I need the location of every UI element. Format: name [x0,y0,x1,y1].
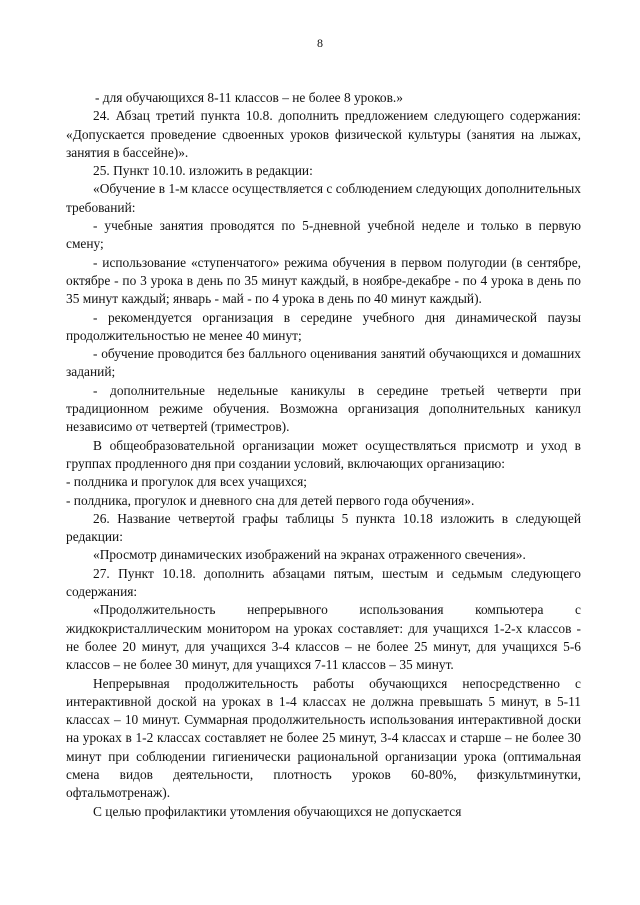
first-grade-requirements-intro: «Обучение в 1-м классе осуществляется с соблюдением следующих дополнительных требований: [66,181,581,215]
interactive-board-paragraph: Непрерывная продолжительность работы обучающихся непосредственно с интерактивной доской на уроках в 1-4 классах не должна превышать 5 минут, в 5-11 классах – 10 минут. Суммарная продолжительность использования интерактивной доски на уроках в 1-2 классах составляет не более 25 минут, 3-4 классах и старше – не более 30 минут при соблюдении гигиенически рациональной организации урока (оптимальная смена видов деятельности, плотность уроков 60-80%, физкультминутки, офтальмотренаж). [66,675,581,801]
computer-use-duration-paragraph: «Продолжительность непрерывного использования компьютера с жидкокристаллическим монитором на уроках составляет: для учащихся 1-2-х классов - не более 20 минут, для учащихся 3-4 классов – не более 25 минут, для учащихся 5-6 классов – не более 30 минут, для учащихся 7-11 классов – 35 минут. [66,602,581,673]
item-24-paragraph: 24. Абзац третий пункта 10.8. дополнить предложением следующего содержания: «Допускается проведение сдвоенных уроков физической культуры (занятия на лыжах, занятия в бассейне)». [66,108,581,160]
list-item-no-grading: - обучение проводится без балльного оценивания занятий обучающихся и домашних заданий; [66,346,581,380]
fatigue-prevention-paragraph: С целью профилактики утомления обучающихся не допускается [93,803,462,819]
list-item-five-day-week: - учебные занятия проводятся по 5-дневной учебной неделе и только в первую смену; [66,218,581,252]
list-item-snack-walks: - полдника и прогулок для всех учащихся; [66,474,307,490]
list-item-grade-8-11: - для обучающихся 8-11 классов – не более 8 уроков.» [95,90,403,105]
page-number: 8 [317,36,323,50]
extended-day-groups-paragraph: В общеобразовательной организации может осуществляться присмотр и уход в группах продленного дня при создании условий, включающих организацию: [66,437,581,471]
item-25-paragraph: 25. Пункт 10.10. изложить в редакции: [93,163,313,179]
document-body [66,89,581,821]
list-item-extra-holidays: - дополнительные недельные каникулы в середине третьей четверти при традиционном режиме обучения. Возможна организация дополнительных каникул независимо от четвертей (триместров). [66,382,581,435]
list-item-snack-walks-sleep: - полдника, прогулок и дневного сна для детей первого года обучения». [66,492,475,508]
table-column-title-quote: «Просмотр динамических изображений на экранах отраженного свечения». [93,547,526,563]
item-26-paragraph: 26. Название четвертой графы таблицы 5 пункта 10.18 изложить в следующей редакции: [66,510,581,545]
list-item-dynamic-pause: - рекомендуется организация в середине учебного дня динамической паузы продолжительностью не менее 40 минут; [66,309,581,343]
list-item-stepped-mode: - использование «ступенчатого» режима обучения в первом полугодии (в сентябре, октябре - по 3 урока в день по 35 минут каждый, в ноябре-декабре - по 4 урока в день по 35 минут каждый; январь - май - по 4 урока в день по 40 минут каждый). [66,254,581,307]
item-27-paragraph: 27. Пункт 10.18. дополнить абзацами пятым, шестым и седьмым следующего содержания: [66,565,581,600]
